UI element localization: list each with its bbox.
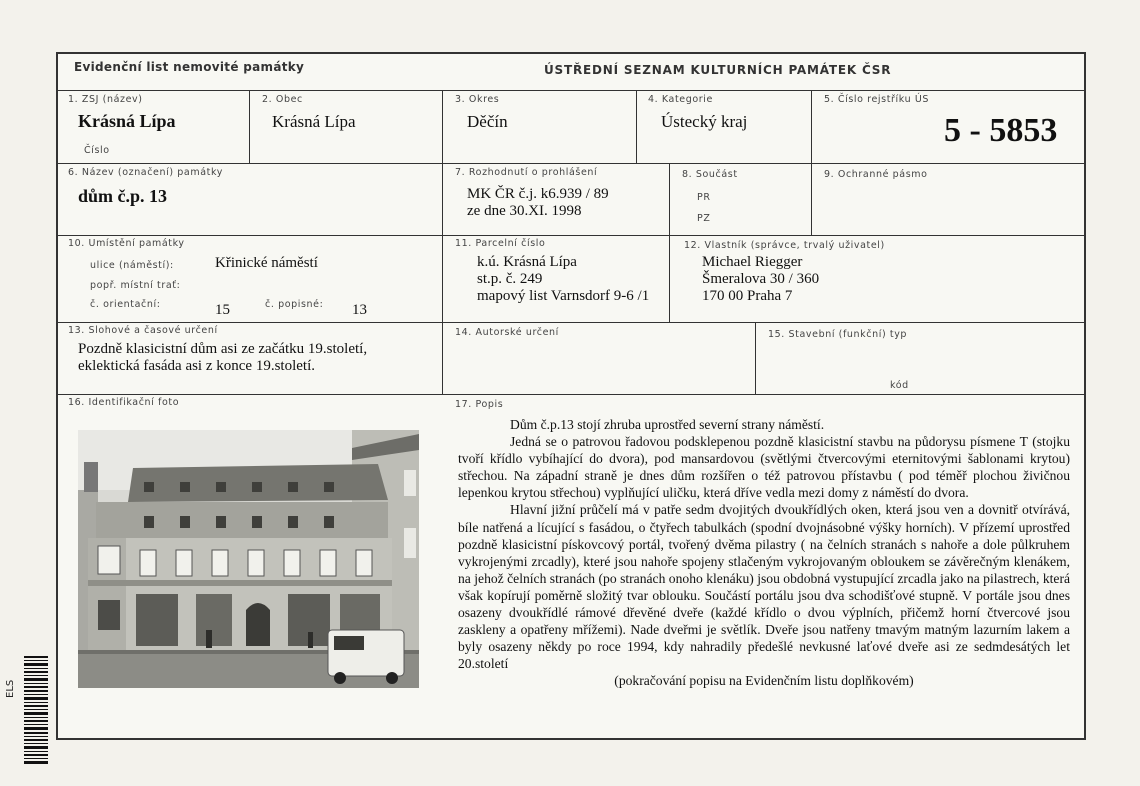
barcode — [22, 656, 50, 766]
continuation-note: (pokračování popisu na Evidenčním listu doplňkovém) — [614, 673, 914, 689]
divider — [636, 90, 637, 163]
kategorie-label: 4. Kategorie — [648, 94, 713, 105]
divider — [58, 163, 1084, 164]
slohove-label: 13. Slohové a časové určení — [68, 325, 218, 336]
divider — [755, 322, 756, 394]
obec-label: 2. Obec — [262, 94, 303, 105]
ulice-value: Křinické náměstí — [215, 255, 318, 271]
foto-label: 16. Identifikační foto — [68, 397, 180, 408]
vlastnik-line: Michael Riegger — [702, 254, 803, 270]
popis-label: 17. Popis — [455, 399, 504, 410]
identification-photo — [78, 430, 419, 688]
popisne-value: 13 — [352, 302, 367, 318]
ulice-label: ulice (náměstí): — [90, 260, 174, 271]
rozhodnuti-line: MK ČR č.j. k6.939 / 89 — [467, 186, 609, 202]
slohove-line: eklektická fasáda asi z konce 19.století. — [78, 358, 315, 374]
els-label: ELS — [5, 679, 16, 698]
parcelni-line: k.ú. Krásná Lípa — [477, 254, 577, 270]
vlastnik-line: 170 00 Praha 7 — [702, 288, 793, 304]
slohove-line: Pozdně klasicistní dům asi ze začátku 19.století, — [78, 341, 368, 357]
parcelni-line: mapový list Varnsdorf 9-6 /1 — [477, 288, 650, 304]
rozhodnuti-line: ze dne 30.XI. 1998 — [467, 203, 582, 219]
okres-label: 3. Okres — [455, 94, 500, 105]
description-paragraph: Hlavní jižní průčelí má v patře sedm dvojitých dvoukřídlých oken, která jsou ven a dovnitř otvírává, bíle natřená a lícující s fasádou, o čtyřech tabulkách (spodní dvojnásobné výšky horních). V přízemí uprostřed pozdně klasicistní pískovcový portál, tvořený dvěma pilastry ( na čelních stranách s nahoře a dole půlkruhem vykrojenými zrcadly), které jsou nahoře spojeny stlačeným vykrojovaným obloukem se závěrečným klenákem, na jehož čelních stranách (po stranách onoho klenáku) jsou obdobná vystupující zrcadla jako na pilastrech, která však kopírují poměrně složitý tvar oblouku. Součástí portálu jsou dva schodišťové stupně. V portále jsou dnes osazeny dvoukřídlé rámové dřevěné dveře (každé křídlo o dvou výplních, přičemž horní čtvercové jsou zaskleny a opatřeny mřížemi). Nade dveřmi je světlík. Dveře jsou natřeny tmavým matným lazurním lakem a byly osazeny někdy po roce 1994, kdy nahradily předešlé nevkusné laťové dveře asi ze sedmdesátých let 20.století — [458, 502, 1070, 672]
umisteni-label: 10. Umístění památky — [68, 238, 185, 249]
rejstrik-label: 5. Číslo rejstříku ÚS — [824, 94, 930, 105]
form-title: Evidenční list nemovité památky — [74, 60, 305, 74]
divider — [442, 90, 443, 394]
parcelni-label: 11. Parcelní číslo — [455, 238, 546, 249]
soucast-label: 8. Součást — [682, 169, 738, 180]
rozhodnuti-label: 7. Rozhodnutí o prohlášení — [455, 167, 598, 178]
rejstrik-value: 5 - 5853 — [944, 112, 1058, 149]
divider — [669, 163, 670, 322]
nazev-value: dům č.p. 13 — [78, 186, 168, 206]
ochranne-label: 9. Ochranné pásmo — [824, 169, 928, 180]
divider — [811, 90, 812, 235]
description-paragraph: Dům č.p.13 stojí zhruba uprostřed severní strany náměstí. — [510, 417, 825, 432]
divider — [58, 322, 1084, 323]
parcelni-line: st.p. č. 249 — [477, 271, 543, 287]
popisne-label: č. popisné: — [265, 299, 324, 310]
vlastnik-line: Šmeralova 30 / 360 — [702, 271, 820, 287]
vlastnik-label: 12. Vlastník (správce, trvalý uživatel) — [684, 240, 885, 251]
divider — [58, 394, 1084, 395]
orientacni-value: 15 — [215, 302, 230, 318]
divider — [58, 90, 1084, 91]
okres-value: Děčín — [467, 112, 508, 131]
stavebni-label: 15. Stavební (funkční) typ — [768, 329, 908, 340]
orientacni-label: č. orientační: — [90, 299, 161, 310]
description-paragraph: Jedná se o patrovou řadovou podsklepenou pozdně klasicistní stavbu na půdorysu písmene T (stojku tvoří křídlo vybíhající do dvora), pod mansardovou (světlými čtvercovými eternitovými šablonami krytou) střechou. Na západní straně je dnes dům rozšířen o též patrovou přístavbu ( pod téměř plochou živičnou lepenkou krytou střechou) vyplňující uličku, která dříve vedla mezi domy z náměstí do dvora. — [458, 434, 1070, 501]
cislo-label: Číslo — [84, 145, 110, 156]
divider — [58, 235, 1084, 236]
divider — [249, 90, 250, 163]
autorske-label: 14. Autorské určení — [455, 327, 559, 338]
soucast-pz: PZ — [697, 213, 711, 224]
kod-label: kód — [890, 380, 909, 391]
obec-value: Krásná Lípa — [272, 112, 356, 131]
trat-label: popř. místní trať: — [90, 280, 181, 291]
zsj-label: 1. ZSJ (název) — [68, 94, 143, 105]
registry-title: ÚSTŘEDNÍ SEZNAM KULTURNÍCH PAMÁTEK ČSR — [544, 63, 892, 77]
description-text — [458, 416, 1070, 690]
zsj-value: Krásná Lípa — [78, 111, 176, 131]
soucast-pr: PR — [697, 192, 711, 203]
nazev-label: 6. Název (označení) památky — [68, 167, 223, 178]
kategorie-value: Ústecký kraj — [661, 112, 748, 131]
